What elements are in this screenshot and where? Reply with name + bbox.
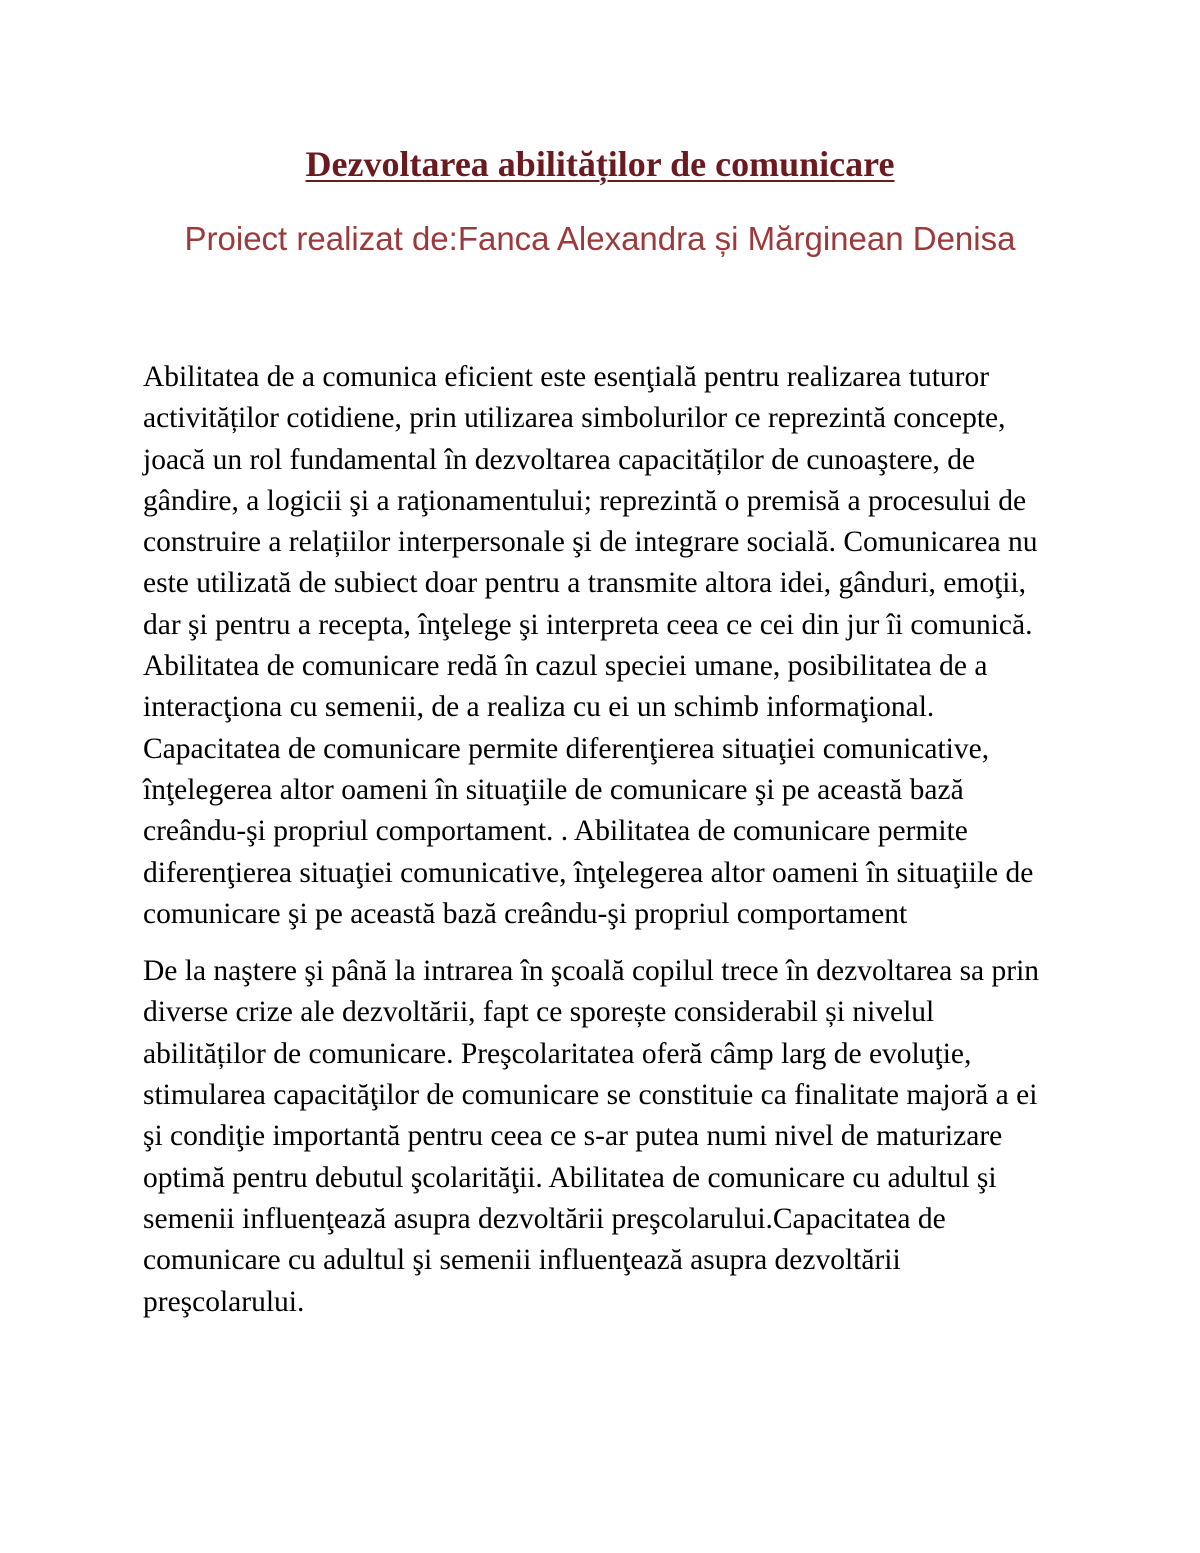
document-subtitle: Proiect realizat de:Fanca Alexandra și Mărginean Denisa: [184, 220, 1016, 257]
paragraph-2: De la naştere şi până la intrarea în şcoală copilul trece în dezvoltarea sa prin diverse crize ale dezvoltării, fapt ce sporește considerabil și nivelul abilităților de comunicare. Preşcolaritatea oferă câmp larg de evoluţie, stimularea capacităţilor de comunicare se constituie ca finalitate majoră a ei şi condiţie importantă pentru ceea ce s-ar putea numi nivel de maturizare optimă pentru debutul şcolarităţii. Abilitatea de comunicare cu adultul şi semenii influenţează asupra dezvoltării preşcolarului.Capacitatea de comunicare cu adultul şi semenii influenţează asupra dezvoltării preşcolarului.: [143, 955, 1040, 1318]
paragraph-1: Abilitatea de a comunica eficient este esenţială pentru realizarea tuturor activităților cotidiene, prin utilizarea simbolurilor ce reprezintă concepte, joacă un rol fundamental în dezvoltarea capacităților de cunoaştere, de gândire, a logicii şi a raţionamentului; reprezintă o premisă a procesului de construire a relațiilor interpersonale şi de integrare socială. Comunicarea nu este utilizată de subiect doar pentru a transmite altora idei, gânduri, emoţii, dar şi pentru a recepta, înţelege şi interpreta ceea ce cei din jur îi comunică. Abilitatea de comunicare redă în cazul speciei umane, posibilitatea de a interacţiona cu semenii, de a realiza cu ei un schimb informaţional. Capacitatea de comunicare permite diferenţierea situaţiei comunicative, înţelegerea altor oameni în situaţiile de comunicare şi pe această bază creându-şi propriul comportament. . Abilitatea de comunicare permite diferenţierea situaţiei comunicative, înţelegerea altor oameni în situaţiile de comunicare şi pe această bază creându-şi propriul comportament: [143, 361, 1038, 930]
document-title: Dezvoltarea abilităților de comunicare: [305, 144, 895, 184]
document-body: [143, 357, 1063, 1339]
